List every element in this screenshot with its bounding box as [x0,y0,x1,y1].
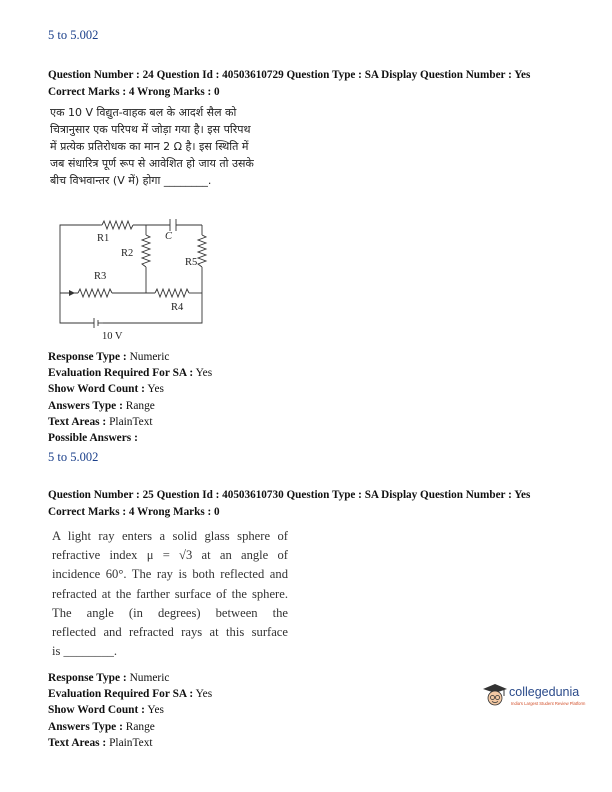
meta-row: Text Areas : PlainText [48,736,153,749]
q25-text-line: A light ray enters a solid glass sphere of [52,529,288,543]
label-r4: R4 [171,302,184,313]
question-24-marks: Correct Marks : 4 Wrong Marks : 0 [48,86,220,98]
label-r3: R3 [94,271,107,282]
question-24-text [50,104,310,189]
resistor-r5 [198,235,206,267]
label-r1: R1 [97,233,110,244]
meta-row: Evaluation Required For SA : Yes [48,367,213,380]
meta-row: Response Type : Numeric [48,672,170,684]
question-24-answer: 5 to 5.002 [48,450,99,464]
graduate-mascot-icon [482,682,508,708]
label-r2: R2 [121,248,134,259]
logo-name: collegedunia [509,685,580,699]
label-c: C [165,231,173,242]
question-25-text [52,527,288,661]
meta-row: Response Type : Numeric [48,351,170,363]
q25-text-line: refracted at the farther surface of the sphere. [52,586,288,601]
q25-text-line: refractive index μ = √3 at an angle of [52,548,288,563]
meta-row: Show Word Count : Yes [48,383,164,396]
q24-text-line: चित्रानुसार एक परिपथ में जोड़ा गया है। इस परिपथ [50,123,251,136]
label-r5: R5 [185,257,198,268]
q24-text-line: जब संधारित्र पूर्ण रूप से आवेशित हो जाय तो उसके [50,157,254,170]
q25-text-line: reflected and refracted rays at this surface [52,625,288,640]
meta-row: Evaluation Required For SA : Yes [48,688,213,701]
resistor-r3 [78,289,112,297]
label-battery: 10 V [102,331,123,342]
collegedunia-logo[interactable] [482,682,592,710]
question-24-header: Question Number : 24 Question Id : 40503610729 Question Type : SA Display Question Number : Yes [48,69,531,81]
resistor-r1 [102,221,133,229]
q25-text-line: incidence 60°. The ray is both reflected and [52,567,288,582]
question-25-header: Question Number : 25 Question Id : 40503610730 Question Type : SA Display Question Number : Yes [48,489,531,501]
q24-text-line: एक 10 V विद्युत-वाहक बल के आदर्श सैल को [50,106,237,119]
q25-text-line: is ________. [52,644,118,659]
resistor-r2 [142,235,150,267]
meta-row: Possible Answers : [48,432,138,445]
meta-row: Answers Type : Range [48,399,155,412]
q24-text-line: में प्रत्येक प्रतिरोधक का मान 2 Ω है। इस स्थिति में [50,140,249,153]
question-25-marks: Correct Marks : 4 Wrong Marks : 0 [48,506,220,518]
question-25-meta [48,670,212,751]
meta-row: Text Areas : PlainText [48,415,153,428]
q25-text-line: The angle (in degrees) between the [52,605,288,620]
previous-answer: 5 to 5.002 [48,28,99,42]
question-24-meta [48,349,212,446]
q24-text-line: बीच विभवान्तर (V में) होगा ________. [50,174,212,187]
logo-tagline: India's Largest Student Review Platform [511,701,586,706]
circuit-diagram [40,205,240,345]
meta-row: Answers Type : Range [48,720,155,733]
bottom-wire [103,293,202,323]
current-arrow-icon [69,290,75,296]
meta-row: Show Word Count : Yes [48,704,164,717]
resistor-r4 [155,289,189,297]
